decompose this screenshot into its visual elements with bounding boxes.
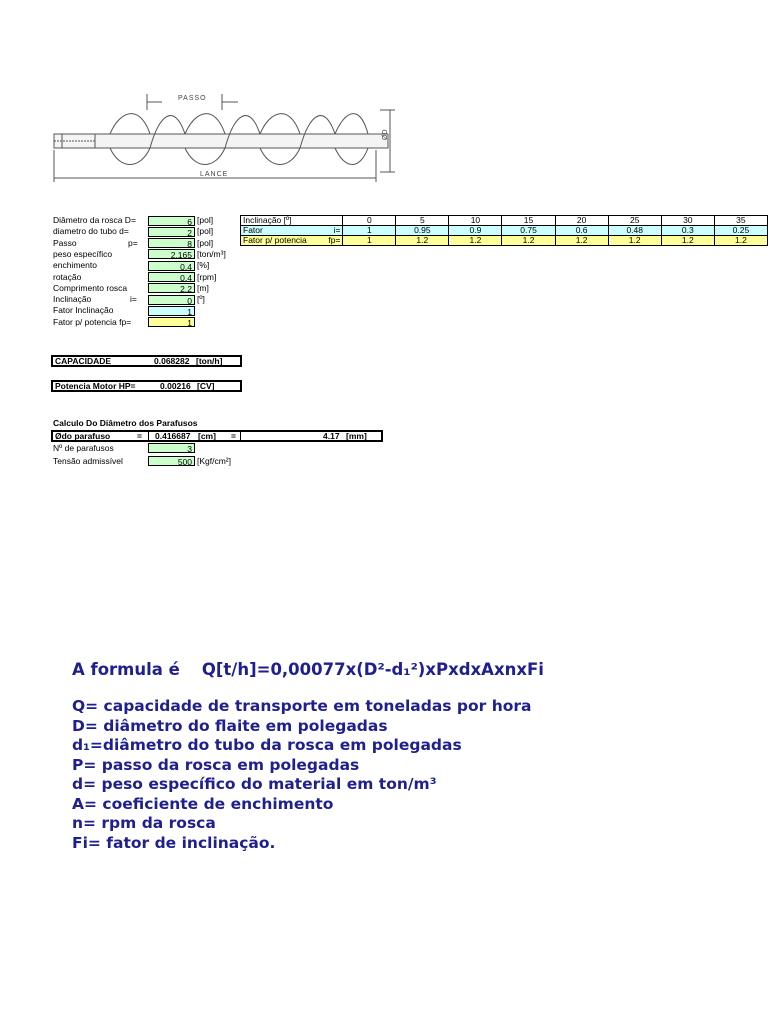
potencia-value: 0.00216 bbox=[160, 381, 191, 391]
tensao-value[interactable]: 500 bbox=[148, 456, 195, 466]
fator-value[interactable]: 0.75 bbox=[502, 226, 555, 236]
input-unit: [ton/m³] bbox=[197, 248, 226, 259]
input-value[interactable]: 2.2 bbox=[148, 283, 195, 293]
parafuso-row bbox=[51, 430, 383, 442]
input-unit: [º] bbox=[197, 294, 205, 305]
inclination-table bbox=[240, 215, 768, 246]
fator-value[interactable]: 0.3 bbox=[661, 226, 714, 236]
parafuso-mm-cell bbox=[240, 430, 241, 442]
parafusos-title: Calculo Do Diâmetro dos Parafusos bbox=[53, 418, 198, 428]
fp-value[interactable]: 1 bbox=[343, 236, 396, 246]
fp-value[interactable]: 1.2 bbox=[502, 236, 555, 246]
input-label: enchimento bbox=[53, 260, 97, 271]
input-label: Fator p/ potencia fp= bbox=[53, 316, 132, 327]
formula-definition-line: Fi= fator de inclinação. bbox=[72, 833, 276, 852]
formula-definition-line: n= rpm da rosca bbox=[72, 814, 216, 832]
incl-angle: 30 bbox=[661, 216, 714, 226]
formula-definition-line: Q= capacidade de transporte em toneladas por hora bbox=[72, 697, 532, 715]
input-label: Inclinação bbox=[53, 294, 92, 305]
potencia-box bbox=[51, 380, 242, 392]
capacidade-value: 0.068282 bbox=[154, 356, 190, 366]
fp-label: Fator p/ potencia fp= bbox=[241, 236, 343, 246]
fator-value[interactable]: 0.6 bbox=[555, 226, 608, 236]
formula-title: A formula é Q[t/h]=0,00077x(D²-d₁²)xPxdxAxnxFi bbox=[72, 660, 544, 679]
n-parafusos-label: Nº de parafusos bbox=[53, 443, 114, 453]
input-label: Passo bbox=[53, 237, 77, 248]
fator-value[interactable]: 0.9 bbox=[449, 226, 502, 236]
formula-definition-line: P= passo da rosca em polegadas bbox=[72, 755, 360, 774]
fator-value[interactable]: 1 bbox=[343, 226, 396, 236]
input-value[interactable]: 1 bbox=[148, 306, 195, 316]
formula-definition-line: d₁=diâmetro do tubo da rosca em polegadas bbox=[72, 736, 462, 754]
input-label: peso específico bbox=[53, 248, 113, 259]
formula-definition-line: d= peso específico do material em ton/m³ bbox=[72, 775, 437, 793]
formula-definition-line: A= coeficiente de enchimento bbox=[72, 794, 334, 813]
formula-expression: Q[t/h]=0,00077x(D²-d₁²)xPxdxAxnxFi bbox=[201, 660, 544, 679]
potencia-label: Potencia Motor HP= bbox=[55, 381, 136, 391]
input-unit: [pol] bbox=[197, 237, 214, 248]
fp-value[interactable]: 1.2 bbox=[661, 236, 714, 246]
incl-angle: 15 bbox=[502, 216, 555, 226]
input-unit: [m] bbox=[197, 282, 209, 293]
input-unit: [pol] bbox=[197, 226, 214, 237]
passo-label: PASSO bbox=[178, 95, 207, 102]
incl-angle: 10 bbox=[449, 216, 502, 226]
fator-value[interactable]: 0.25 bbox=[714, 226, 767, 236]
capacidade-unit: [ton/h] bbox=[196, 356, 223, 366]
formula-definition-line: D= diâmetro do flaite em polegadas bbox=[72, 716, 388, 735]
input-value[interactable]: 8 bbox=[148, 238, 195, 248]
incl-angle: 0 bbox=[343, 216, 396, 226]
diameter-label: ØD bbox=[382, 129, 389, 140]
input-value[interactable]: 2.165 bbox=[148, 249, 195, 259]
input-unit: [pol] bbox=[197, 215, 214, 225]
fp-value[interactable]: 1.2 bbox=[714, 236, 767, 246]
incl-angle: 35 bbox=[714, 216, 767, 226]
fator-value[interactable]: 0.48 bbox=[608, 226, 661, 236]
input-value[interactable]: 6 bbox=[148, 216, 195, 226]
tensao-label: Tensão admissível bbox=[53, 456, 123, 466]
input-label: Diâmetro da rosca D= bbox=[53, 215, 136, 225]
fp-value[interactable]: 1.2 bbox=[396, 236, 449, 246]
n-parafusos-value[interactable]: 3 bbox=[148, 443, 195, 453]
parafuso-unit-cm: [cm] bbox=[198, 431, 216, 441]
input-value[interactable]: 1 bbox=[148, 317, 195, 327]
fator-label: Fator i= bbox=[241, 226, 343, 236]
fp-value[interactable]: 1.2 bbox=[608, 236, 661, 246]
parafuso-cm-cell bbox=[148, 430, 149, 442]
parafuso-eq2: = bbox=[231, 431, 236, 441]
input-label: Fator Inclinação bbox=[53, 305, 114, 316]
incl-header-label: Inclinação [º] bbox=[241, 216, 343, 226]
input-value[interactable]: 2 bbox=[148, 227, 195, 237]
input-value[interactable]: 0.4 bbox=[148, 272, 195, 282]
parafuso-value-cm: 0.416687 bbox=[155, 431, 191, 441]
parafuso-unit-mm: [mm] bbox=[346, 431, 367, 441]
input-symbol: p= bbox=[128, 237, 138, 248]
incl-angle: 25 bbox=[608, 216, 661, 226]
lance-label: LANCE bbox=[200, 171, 229, 178]
incl-angle: 5 bbox=[396, 216, 449, 226]
parafuso-label: Ødo parafuso bbox=[55, 431, 111, 441]
input-label: Comprimento rosca bbox=[53, 282, 128, 293]
fator-value[interactable]: 0.95 bbox=[396, 226, 449, 236]
input-value[interactable]: 0 bbox=[148, 295, 195, 305]
fp-value[interactable]: 1.2 bbox=[449, 236, 502, 246]
parafuso-eq1: = bbox=[137, 431, 142, 441]
fp-value[interactable]: 1.2 bbox=[555, 236, 608, 246]
capacidade-box bbox=[51, 355, 242, 367]
input-unit: [%] bbox=[197, 260, 210, 271]
input-label: rotação bbox=[53, 271, 82, 282]
tensao-unit: [Kgf/cm²] bbox=[197, 456, 232, 466]
input-value[interactable]: 0.4 bbox=[148, 261, 195, 271]
potencia-unit: [CV] bbox=[197, 381, 215, 391]
parafuso-value-mm: 4.17 bbox=[323, 431, 340, 441]
capacidade-label: CAPACIDADE bbox=[55, 356, 112, 366]
incl-angle: 20 bbox=[555, 216, 608, 226]
input-unit: [rpm] bbox=[197, 271, 217, 282]
input-symbol: i= bbox=[130, 294, 137, 305]
input-label: diametro do tubo d= bbox=[53, 226, 129, 237]
